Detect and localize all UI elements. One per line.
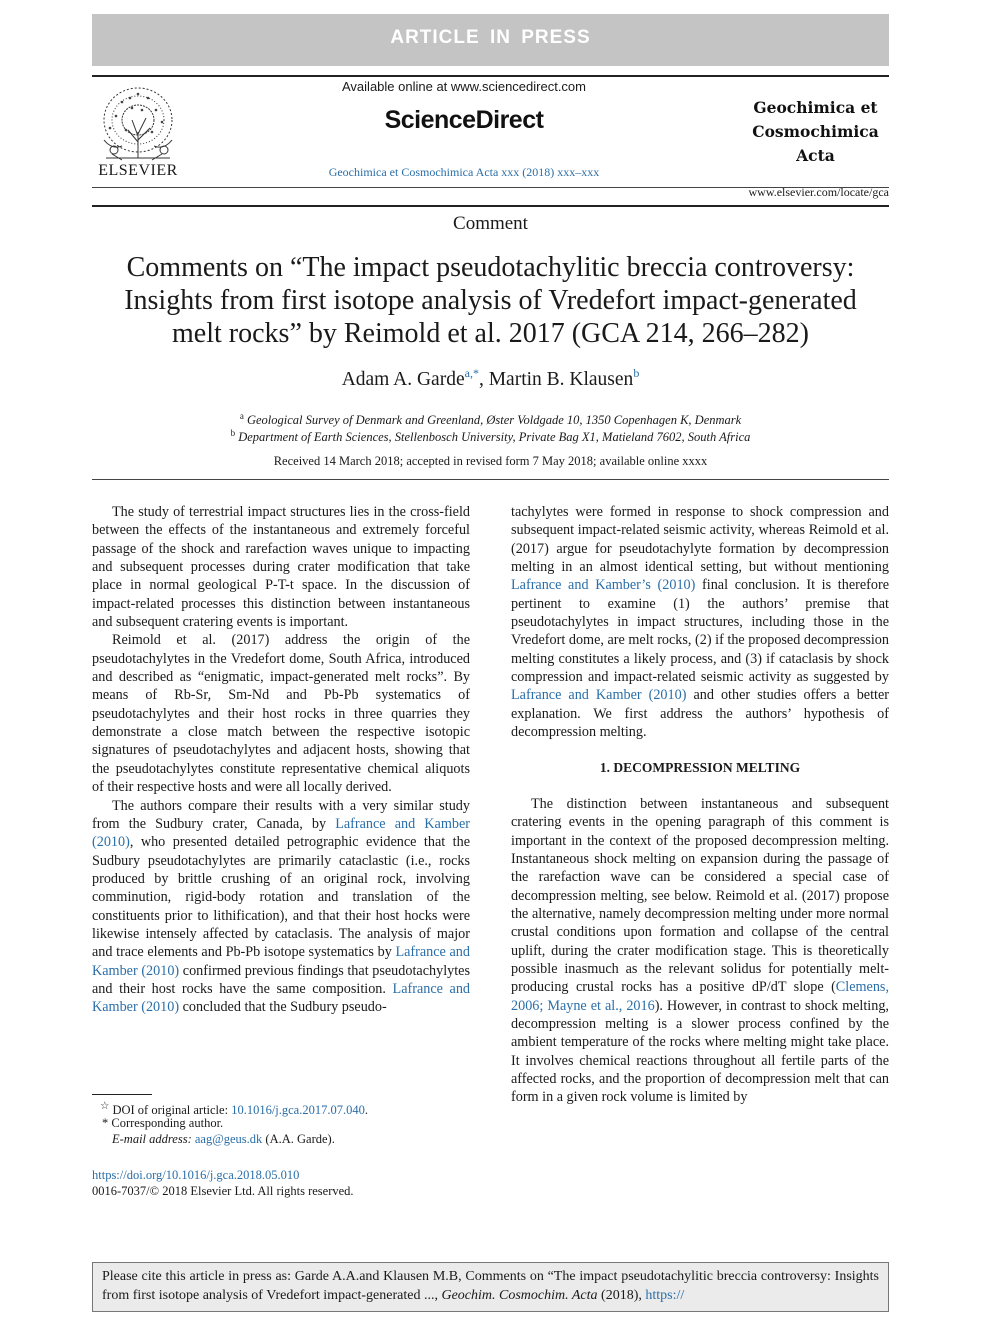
paragraph-2: Reimold et al. (2017) address the origin of the pseudotachylytes in the Vredefort dome, South Africa, introduced and described as “enigmatic, impact-generated melt rocks”. By means of Rb-Sr, Sm-Nd and Pb-Pb systematics of pseudotachylytes and their host rocks in three quarries they demonstrate a close match between the respective isotopic signatures of pseudotachylytes and adjacent hosts, showing that the pseudotachylytes constitute representative chemical aliquots of their respective hosts and were all locally derived.	[92, 632, 470, 796]
journal-name-line-3: Acta	[796, 146, 835, 165]
article-type: Comment	[453, 213, 528, 234]
author-klausen-affil-link[interactable]: b	[633, 366, 640, 380]
author-list	[92, 366, 889, 391]
header-bottom-rule	[92, 205, 889, 207]
star-icon: ☆	[100, 1101, 110, 1112]
paragraph-1: The study of terrestrial impact structures lies in the cross-field between the effects of the instantaneous and extremely forceful passage of the shock and rarefaction waves unique to impacting and subsequent processes during crater modification that take place in normal geological P-T-t space. In the discussion of impact-related processes this distinction between instantaneous and subsequent cratering events is important.	[92, 504, 470, 631]
paragraph-4-text-b: ). However, in contrast to shock melting, decompression melting is a slower process confined by the ambient temperature of the rocks where melting might take place. It involves chemical reactions throughout all fertile parts of the affected rocks, and the proportion of decompression melt that can form in a given rock volume is limited by	[511, 997, 889, 1106]
footnote-doi-label: DOI of original article:	[109, 1103, 232, 1118]
title-line-1: Comments on “The impact pseudotachylitic breccia controversy:	[126, 252, 855, 283]
article-doi-link[interactable]: https://doi.org/10.1016/j.gca.2018.05.010	[92, 1168, 300, 1182]
body-column-right	[511, 503, 889, 1107]
citation-box	[92, 1262, 889, 1312]
article-in-press-banner: ARTICLE IN PRESS	[92, 14, 889, 66]
journal-name-line-2: Cosmochimica	[752, 122, 879, 141]
citation-text-a: Please cite this article in press as: Garde A.A.and Klausen M.B, Comments on “The impact pseudotachylitic breccia controversy: Insights from first isotope analysis of Vredefort impact-generated ...,	[102, 1269, 879, 1303]
header-top-rule	[92, 75, 889, 77]
author-separator: ,	[478, 369, 489, 390]
affiliation-b-text: Department of Earth Sciences, Stellenbosch University, Private Bag X1, Matieland 7602, South Africa	[238, 430, 751, 445]
abstract-rule	[92, 479, 889, 480]
paragraph-3-text-b: , who presented detailed petrographic evidence that the Sudbury pseudotachylytes are primarily cataclastic (i.e., rocks produced by brittle crushing of an original rock, involving comminution, rigid-body rotation and translation of the constituents prior to lithification), and that their host hocks were likewise intensely affected by cataclasis. The analysis of major and trace elements and Pb-Pb isotope systematics by	[92, 834, 470, 961]
elsevier-wordmark: ELSEVIER	[98, 162, 178, 179]
section-heading: 1. DECOMPRESSION MELTING	[599, 760, 801, 776]
journal-name	[742, 96, 889, 168]
copyright-line: 0016-7037/© 2018 Elsevier Ltd. All rights reserved.	[92, 1184, 354, 1198]
citation-journal: Geochim. Cosmochim. Acta	[441, 1288, 598, 1303]
affiliation-b	[92, 428, 889, 445]
received-dates: Received 14 March 2018; accepted in revised form 7 May 2018; available online xxxx	[273, 454, 708, 468]
paragraph-3-text-c: confirmed previous findings that pseudotachylytes and their host rocks have the same composition.	[92, 962, 470, 997]
ref-clemens-mayne-link[interactable]: Clemens, 2006; Mayne et al., 2016	[511, 979, 889, 1014]
journal-url-link[interactable]: www.elsevier.com/locate/gca	[748, 185, 889, 199]
ref-lafrance-kamber-link[interactable]: Lafrance and Kamber (2010)	[92, 944, 470, 979]
author-klausen: Martin B. Klausen	[488, 369, 634, 390]
ref-lafrance-kamber-link[interactable]: Lafrance and Kamber (2010)	[511, 687, 687, 704]
article-title	[92, 251, 889, 350]
sciencedirect-logo[interactable]: ScienceDirect	[384, 106, 544, 134]
footnote-corresponding: * Corresponding author.	[102, 1116, 224, 1130]
affiliation-a-text: Geological Survey of Denmark and Greenland, Øster Voldgade 10, 1350 Copenhagen K, Denmark	[246, 413, 742, 428]
paragraph-3-text-d: concluded that the Sudbury pseudo-	[179, 999, 387, 1016]
paragraph-3-text-a: The authors compare their results with a very similar study from the Sudbury crater, Canada, by	[92, 797, 470, 832]
footnote-rule	[92, 1094, 152, 1095]
email-link[interactable]: aag@geus.dk	[194, 1132, 263, 1146]
available-online-text[interactable]: Available online at www.sciencedirect.com	[342, 79, 586, 94]
affiliation-a	[92, 411, 889, 428]
paragraph-3	[92, 797, 470, 1017]
affiliation-b-marker: b	[230, 428, 236, 438]
title-line-3: melt rocks” by Reimold et al. 2017 (GCA 214, 266–282)	[172, 318, 809, 349]
author-garde-affil-link[interactable]: a,*	[464, 366, 479, 380]
original-doi-link[interactable]: 10.1016/j.gca.2017.07.040	[231, 1103, 365, 1118]
journal-reference-link[interactable]: Geochimica et Cosmochimica Acta xxx (2018) xxx–xxx	[328, 165, 600, 179]
paragraph-4-text-a: The distinction between instantaneous and subsequent cratering events in the opening paragraph of this comment is important in the context of the proposed decompression melting. Instantaneous shock melting on expansion during the passage of the rarefaction wave can be considered a special case of decompression melting, see below. Reimold et al. (2017) propose the alternative, namely decompression melting under more normal crustal conditions upon formation and collapse of the central uplift, during the crater modification stage. This is theoretically possible inasmuch as the relevant solidus for potentially melt-producing crustal rocks has a positive dP/dT slope (	[511, 795, 889, 996]
paragraph-3-cont-text-c: and other studies offers a better explanation. We first address the authors’ hypothesis of decompression melting.	[511, 687, 890, 741]
citation-text-b: (2018),	[597, 1288, 646, 1303]
footnote-email	[92, 1131, 472, 1147]
journal-name-line-1: Geochimica et	[753, 98, 878, 117]
email-label: E-mail address:	[112, 1132, 195, 1146]
ref-lafrance-kamber-link[interactable]: Lafrance and Kamber (2010)	[92, 815, 471, 851]
footnote-doi-end: .	[364, 1103, 368, 1118]
author-garde: Adam A. Garde	[341, 369, 465, 390]
ref-lafrance-kamber-link[interactable]: Lafrance and Kamber’s (2010)	[511, 577, 696, 594]
paragraph-3-cont-text-b: final conclusion. It is therefore pertinent to examine (1) the authors’ premise that pseudotachylytes in impact structures, including those in the Vredefort dome, are melt rocks, (2) if the proposed decompression melting constitutes a likely process, and (3) if cataclasis by shock compression and impact-related seismic activity as suggested by	[511, 577, 890, 686]
paragraph-4	[511, 795, 889, 1107]
paragraph-3-cont-text-a: tachylytes were formed in response to shock compression and subsequent impact-related seismic activity, whereas Reimold et al. (2017) argue for pseudotachylyte formation by decompression melting in an almost identical setting, but without mentioning	[511, 504, 889, 576]
affiliation-a-marker: a	[239, 411, 244, 421]
email-owner: (A.A. Garde).	[262, 1132, 335, 1146]
paragraph-3-continued	[511, 503, 889, 741]
citation-link[interactable]: https://	[645, 1288, 685, 1303]
title-line-2: Insights from first isotope analysis of Vredefort impact-generated	[124, 285, 857, 316]
ref-lafrance-kamber-link[interactable]: Lafrance and Kamber (2010)	[92, 980, 471, 1016]
body-column-left	[92, 503, 470, 1017]
